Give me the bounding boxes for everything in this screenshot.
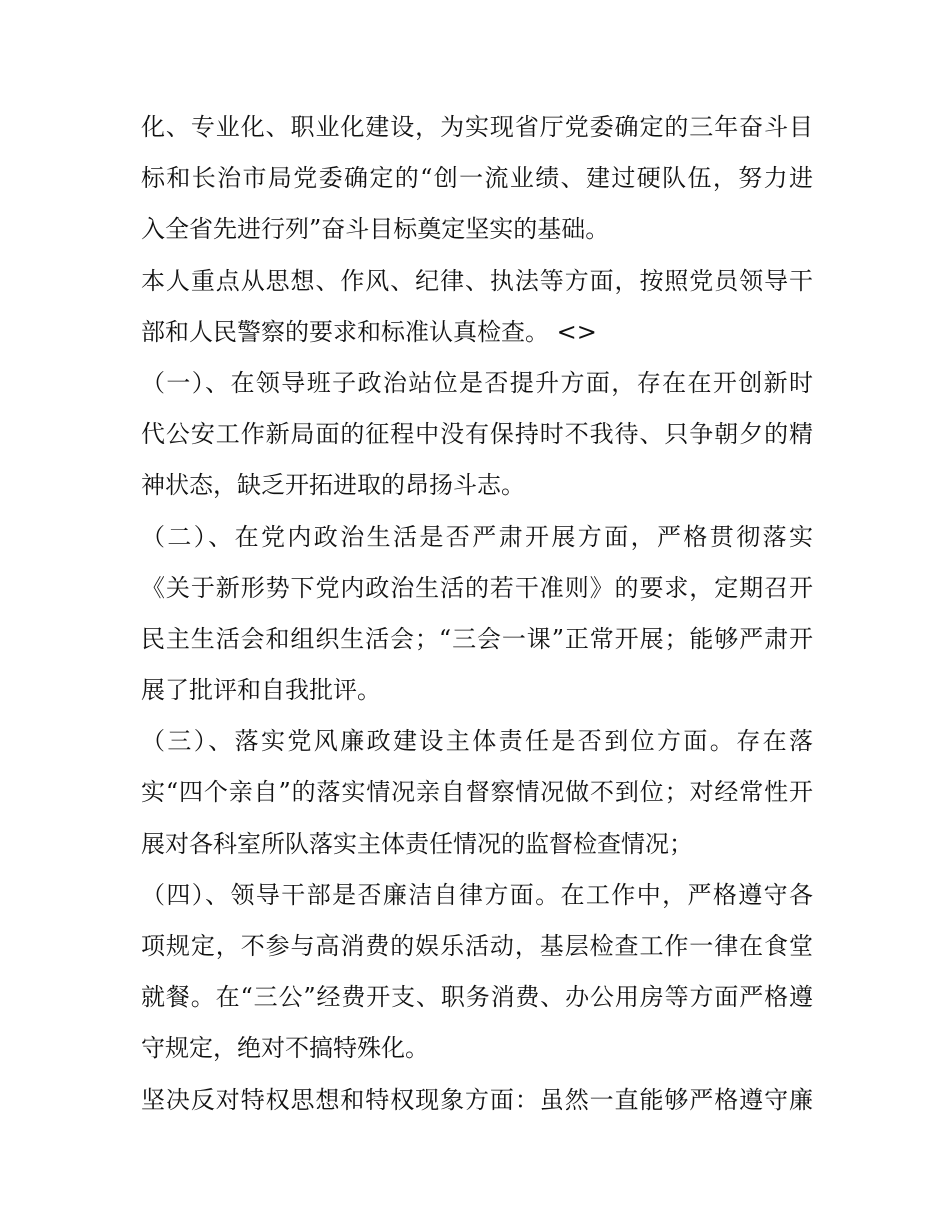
text-line: 展对各科室所队落实主体责任情况的监督检查情况； xyxy=(141,829,693,858)
text-line: （二）、在党内政治生活是否严肃开展方面，严格贯彻落实 xyxy=(141,522,813,551)
text-line: 《关于新形势下党内政治生活的若干准则》的要求，定期召开 xyxy=(141,573,813,602)
text-line: 入全省先进行列”奋斗目标奠定坚实的基础。 xyxy=(141,215,610,244)
text-line: 代公安工作新局面的征程中没有保持时不我待、只争朝夕的精 xyxy=(141,420,813,449)
text-line: 坚决反对特权思想和特权现象方面：虽然一直能够严格遵守廉 xyxy=(141,1085,813,1114)
text-line: 标和长治市局党委确定的“创一流业绩、建过硬队伍，努力进 xyxy=(141,164,813,193)
text-line: 部和人民警察的要求和标准认真检查。 <> xyxy=(141,317,597,346)
text-line: （三）、落实党风廉政建设主体责任是否到位方面。存在落 xyxy=(141,727,813,756)
text-line: 民主生活会和组织生活会；“三会一课”正常开展；能够严肃开 xyxy=(141,624,813,653)
text-line: 就餐。在“三公”经费开支、职务消费、办公用房等方面严格遵 xyxy=(141,983,813,1012)
text-line: （四）、领导干部是否廉洁自律方面。在工作中，严格遵守各 xyxy=(141,880,813,909)
text-line: 本人重点从思想、作风、纪律、执法等方面，按照党员领导干 xyxy=(141,266,813,295)
text-line: 展了批评和自我批评。 xyxy=(141,676,381,705)
text-line: 守规定，绝对不搞特殊化。 xyxy=(141,1034,429,1063)
text-line: （一）、在领导班子政治站位是否提升方面，存在在开创新时 xyxy=(141,368,813,397)
text-line: 化、专业化、职业化建设，为实现省厅党委确定的三年奋斗目 xyxy=(141,113,813,141)
text-line: 神状态，缺乏开拓进取的昂扬斗志。 xyxy=(141,471,525,500)
text-line: 实“四个亲自”的落实情况亲自督察情况做不到位；对经常性开 xyxy=(141,778,813,807)
document-body xyxy=(141,102,813,1126)
text-line: 项规定，不参与高消费的娱乐活动，基层检查工作一律在食堂 xyxy=(141,932,813,960)
